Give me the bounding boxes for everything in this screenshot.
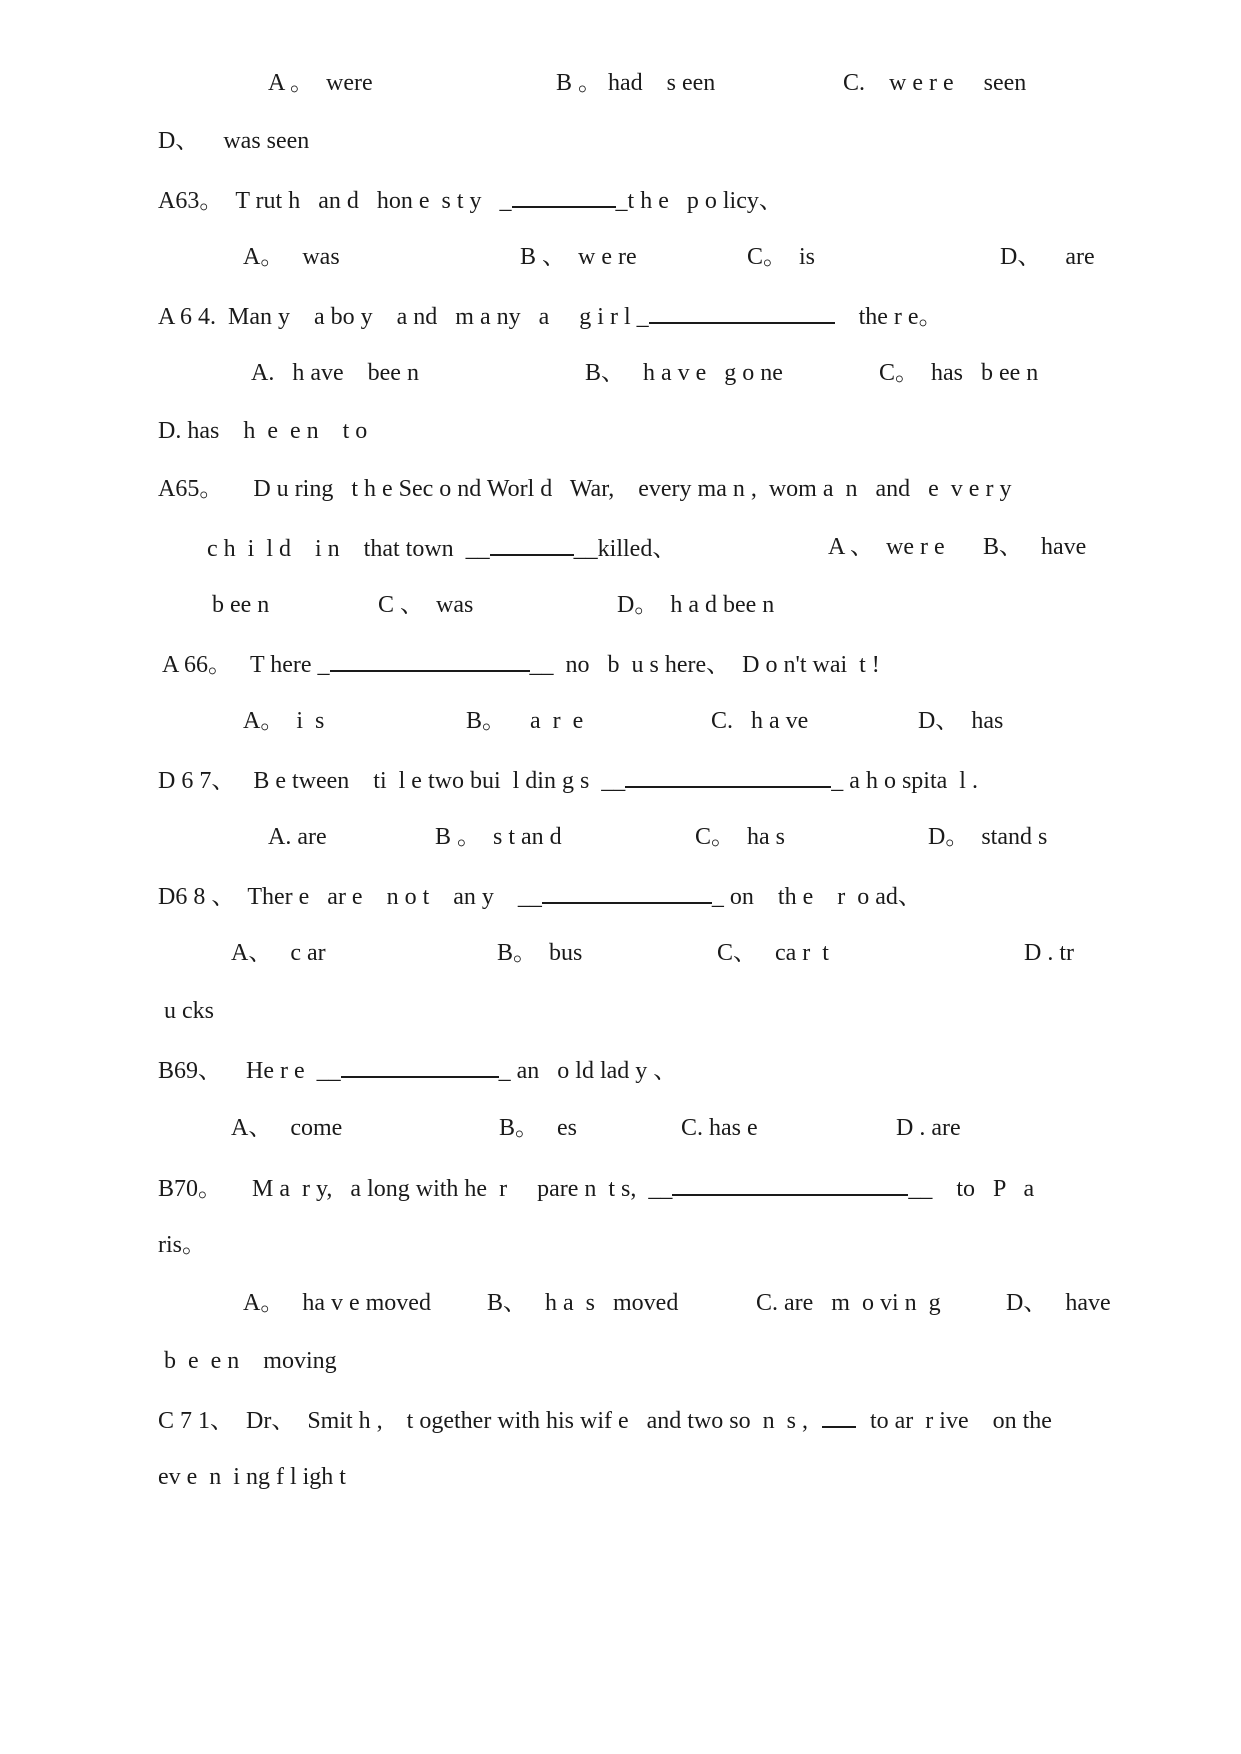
answer-blank bbox=[341, 1054, 499, 1078]
q68-option-c: C、 ca r t bbox=[717, 940, 829, 966]
q65-option-d: D。 h a d bee n bbox=[617, 592, 775, 618]
question-64 bbox=[158, 300, 943, 332]
q66-option-a: A。 i s bbox=[243, 708, 325, 734]
question-65-stem: A65。 D u ring t h e Sec o nd Worl d War, every ma n , wom a n and e v e r y bbox=[158, 476, 1012, 502]
q68-option-d: D . tr bbox=[1024, 940, 1074, 966]
q64-option-c: C。 has b ee n bbox=[879, 360, 1039, 386]
q70-option-a: A。 ha v e moved bbox=[243, 1290, 431, 1316]
question-71 bbox=[158, 1404, 1052, 1436]
q62-option-a: A 。 were bbox=[268, 70, 373, 96]
q70-option-b: B、 h a s moved bbox=[487, 1290, 679, 1316]
question-69-stem: B69、 He r e __ bbox=[158, 1058, 341, 1084]
answer-blank bbox=[512, 184, 616, 208]
q69-option-c: C. has e bbox=[681, 1115, 758, 1141]
q63-option-d: D、 are bbox=[1000, 244, 1095, 270]
question-68-stem: D6 8 、 Ther e ar e n o t an y __ bbox=[158, 884, 542, 910]
q67-option-b: B 。 s t an d bbox=[435, 824, 562, 850]
question-65-stem-end: __killed、 bbox=[573, 536, 677, 562]
answer-blank bbox=[490, 532, 574, 556]
question-70-stem: B70。 M a r y, a long with he r pare n t s, __ bbox=[158, 1176, 673, 1202]
q65-option-c: C 、 was bbox=[378, 592, 474, 618]
question-70 bbox=[158, 1172, 1034, 1204]
question-64-stem: A 6 4. Man y a bo y a nd m a ny a g i r l _ bbox=[158, 304, 649, 330]
question-67-stem-end: _ a h o spita l . bbox=[831, 768, 978, 794]
question-64-stem-end: the r e。 bbox=[858, 304, 943, 330]
question-65-stem-part: c h i l d i n that town __ bbox=[207, 536, 490, 562]
question-66-stem: A 66。 T here _ bbox=[162, 652, 330, 678]
q64-option-d: D. has h e e n t o bbox=[158, 418, 368, 444]
q66-option-d: D、 has bbox=[918, 708, 1004, 734]
q63-option-c: C。 is bbox=[747, 244, 816, 270]
question-63-stem: A63。 T rut h an d hon e s t y _ bbox=[158, 188, 512, 214]
q63-option-b: B 、 w e re bbox=[520, 244, 637, 270]
question-71-stem-end: to ar r ive on the bbox=[869, 1408, 1052, 1434]
q65-option-b-continued: b ee n bbox=[212, 592, 270, 618]
question-71-stem-continued: ev e n i ng f l igh t bbox=[158, 1464, 346, 1490]
question-67 bbox=[158, 764, 978, 796]
q68-option-b: B。 bus bbox=[497, 940, 583, 966]
question-68 bbox=[158, 880, 922, 912]
q65-option-a: A 、 we r e bbox=[828, 534, 945, 560]
q65-option-b: B、 have bbox=[983, 534, 1087, 560]
q69-option-d: D . are bbox=[896, 1115, 961, 1141]
q63-option-a: A。 was bbox=[243, 244, 340, 270]
q66-option-c: C. h a ve bbox=[711, 708, 809, 734]
question-63 bbox=[158, 184, 783, 216]
question-68-stem-end: _ on th e r o ad、 bbox=[711, 884, 922, 910]
q62-option-d: D、 was seen bbox=[158, 128, 310, 154]
q70-option-c: C. are m o vi n g bbox=[756, 1290, 941, 1316]
q62-option-c: C. w e r e seen bbox=[843, 70, 1027, 96]
q70-option-d: D、 have bbox=[1006, 1290, 1111, 1316]
answer-blank bbox=[822, 1404, 856, 1428]
question-70-stem-end: __ to P a bbox=[908, 1176, 1035, 1202]
q67-option-d: D。 stand s bbox=[928, 824, 1048, 850]
question-63-stem-end: _t h e p o licy、 bbox=[615, 188, 783, 214]
answer-blank bbox=[625, 764, 831, 788]
question-69 bbox=[158, 1054, 677, 1086]
question-67-stem: D 6 7、 B e tween ti l e two bui l din g s __ bbox=[158, 768, 626, 794]
q69-option-b: B。 es bbox=[499, 1115, 577, 1141]
answer-blank bbox=[649, 300, 835, 324]
q68-option-d-continued: u cks bbox=[164, 998, 214, 1024]
q68-option-a: A、 c ar bbox=[231, 940, 326, 966]
q64-option-b: B、 h a v e g o ne bbox=[585, 360, 783, 386]
q67-option-c: C。 ha s bbox=[695, 824, 785, 850]
q66-option-b: B。 a r e bbox=[466, 708, 584, 734]
question-66 bbox=[162, 648, 880, 680]
question-69-stem-end: _ an o ld lad y 、 bbox=[498, 1058, 678, 1084]
q64-option-a: A. h ave bee n bbox=[251, 360, 419, 386]
q62-option-b: B 。 had s een bbox=[556, 70, 716, 96]
question-66-stem-end: __ no b u s here、 D o n't wai t ! bbox=[529, 652, 880, 678]
question-65-stem-line2 bbox=[207, 532, 676, 564]
answer-blank bbox=[330, 648, 530, 672]
question-70-stem-continued: ris。 bbox=[158, 1232, 206, 1258]
answer-blank bbox=[542, 880, 712, 904]
q69-option-a: A、 come bbox=[231, 1115, 343, 1141]
question-71-stem: C 7 1、 Dr、 Smit h , t ogether with his wif e and two so n s , bbox=[158, 1408, 808, 1434]
answer-blank bbox=[672, 1172, 908, 1196]
q67-option-a: A. are bbox=[268, 824, 327, 850]
q70-option-d-continued: b e e n moving bbox=[164, 1348, 337, 1374]
